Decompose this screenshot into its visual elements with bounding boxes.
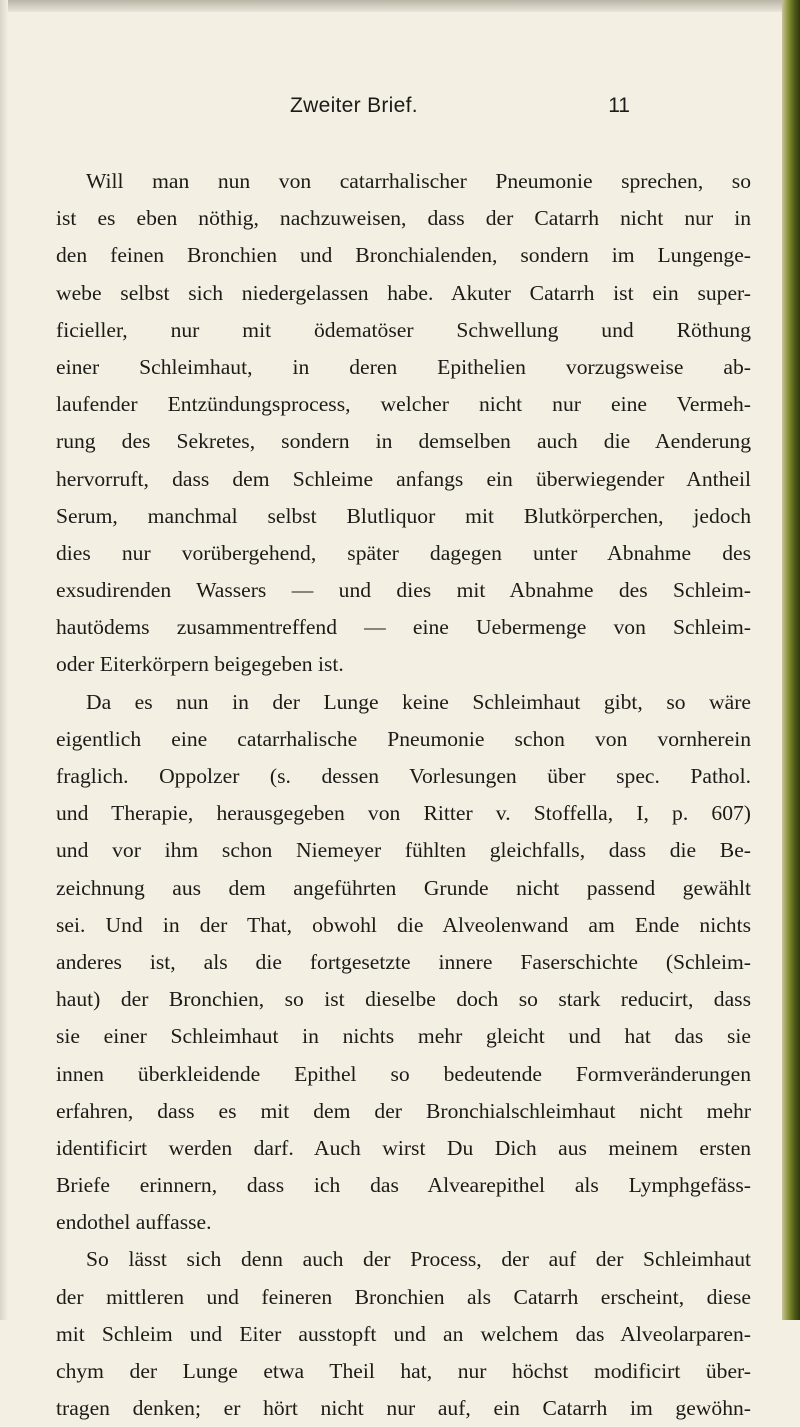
text-line: mit Schleim und Eiter ausstopft und an welchem das Alveolarparen- xyxy=(56,1321,751,1346)
text-line: haut) der Bronchien, so ist dieselbe doch so stark reducirt, dass xyxy=(56,987,751,1012)
text-line: webe selbst sich niedergelassen habe. Akuter Catarrh ist ein super- xyxy=(56,280,751,305)
text-line: Will man nun von catarrhalischer Pneumonie sprechen, so xyxy=(86,169,751,193)
text-line: erfahren, dass es mit dem der Bronchialschleimhaut nicht mehr xyxy=(56,1098,751,1123)
text-line: laufender Entzündungsprocess, welcher nicht nur eine Vermeh- xyxy=(56,392,751,417)
text-line: der mittleren und feineren Bronchien als Catarrh erscheint, diese xyxy=(56,1284,751,1309)
text-line: tragen denken; er hört nicht nur auf, ein Catarrh im gewöhn- xyxy=(56,1396,751,1421)
chapter-title: Zweiter Brief. xyxy=(290,94,418,117)
text-line: anderes ist, als die fortgesetzte innere Faserschichte (Schleim- xyxy=(56,949,751,974)
body-text xyxy=(56,163,751,1427)
page-number: 11 xyxy=(608,94,630,117)
text-line: und Therapie, herausgegeben von Ritter v. Stoffella, I, p. 607) xyxy=(56,801,751,826)
text-line: hautödems zusammentreffend — eine Uebermenge von Schleim- xyxy=(56,615,751,640)
text-line: identificirt werden darf. Auch wirst Du Dich aus meinem ersten xyxy=(56,1135,751,1160)
text-line: chym der Lunge etwa Theil hat, nur höchst modificirt über- xyxy=(56,1359,751,1383)
text-line: den feinen Bronchien und Bronchialenden, sondern im Lungenge- xyxy=(56,243,751,268)
running-head xyxy=(290,94,630,130)
text-line: Da es nun in der Lunge keine Schleimhaut gibt, so wäre xyxy=(86,689,751,714)
text-line: dies nur vorübergehend, später dagegen unter Abnahme des xyxy=(56,540,751,565)
text-line: eigentlich eine catarrhalische Pneumonie schon von vornherein xyxy=(56,726,751,751)
text-line: rung des Sekretes, sondern in demselben auch die Aenderung xyxy=(56,429,751,454)
text-line: sei. Und in der That, obwohl die Alveolenwand am Ende nichts xyxy=(56,912,751,937)
text-line: sie einer Schleimhaut in nichts mehr gleicht und hat das sie xyxy=(56,1024,751,1049)
text-line: und vor ihm schon Niemeyer fühlten gleichfalls, dass die Be- xyxy=(56,838,751,863)
text-line: So lässt sich denn auch der Process, der auf der Schleimhaut xyxy=(86,1247,751,1272)
text-line: zeichnung aus dem angeführten Grunde nicht passend gewählt xyxy=(56,875,751,900)
text-line: endothel auffasse. xyxy=(56,1210,212,1235)
text-line: hervorruft, dass dem Schleime anfangs ein überwiegender Antheil xyxy=(56,466,751,491)
text-line: Serum, manchmal selbst Blutliquor mit Blutkörperchen, jedoch xyxy=(56,503,751,528)
text-line: oder Eiterkörpern beigegeben ist. xyxy=(56,652,344,677)
text-line: fraglich. Oppolzer (s. dessen Vorlesungen über spec. Pathol. xyxy=(56,764,751,788)
text-line: einer Schleimhaut, in deren Epithelien vorzugsweise ab- xyxy=(56,354,751,379)
book-spine-edge xyxy=(782,0,800,1320)
text-line: ficieller, nur mit ödematöser Schwellung und Röthung xyxy=(56,317,751,342)
text-line: innen überkleidende Epithel so bedeutende Formveränderungen xyxy=(56,1061,751,1086)
text-line: ist es eben nöthig, nachzuweisen, dass der Catarrh nicht nur in xyxy=(56,206,751,231)
text-line: Briefe erinnern, dass ich das Alvearepithel als Lymphgefäss- xyxy=(56,1173,751,1198)
text-line: exsudirenden Wassers — und dies mit Abnahme des Schleim- xyxy=(56,578,751,603)
